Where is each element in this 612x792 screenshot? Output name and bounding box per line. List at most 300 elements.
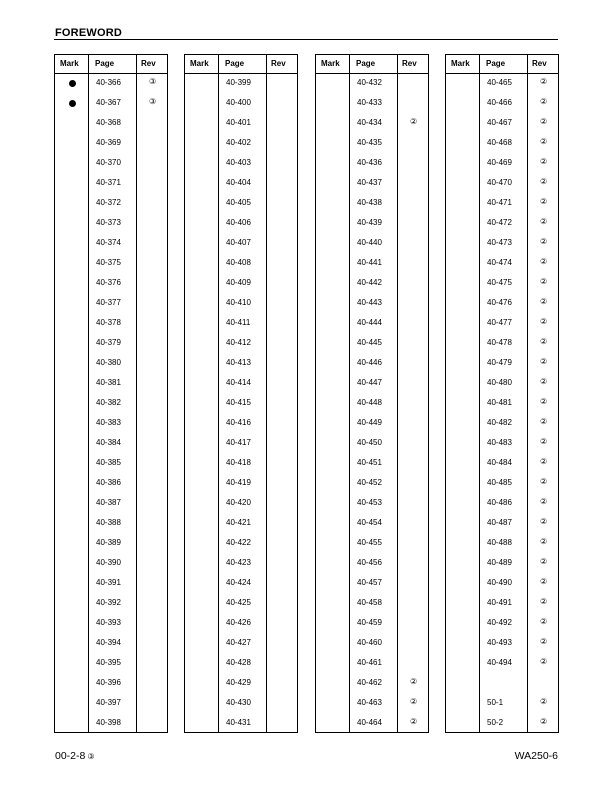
table-row <box>446 693 558 713</box>
table-row <box>185 673 297 693</box>
rev-cell: ② <box>540 157 548 166</box>
table-row <box>446 573 558 593</box>
table-row <box>55 593 167 613</box>
table-row <box>55 273 167 293</box>
table-row <box>185 213 297 233</box>
table-row <box>316 673 428 693</box>
rev-cell: ② <box>540 557 548 566</box>
table-row <box>55 353 167 373</box>
table-row <box>55 313 167 333</box>
page-cell: 40-490 <box>487 578 512 587</box>
page-cell: 40-478 <box>487 338 512 347</box>
page-cell: 40-450 <box>357 438 382 447</box>
page-cell: 40-489 <box>487 558 512 567</box>
table-row <box>55 653 167 673</box>
table-rows <box>316 73 428 733</box>
page-cell: 40-419 <box>226 478 251 487</box>
rev-cell: ② <box>540 257 548 266</box>
page-cell: 40-386 <box>96 478 121 487</box>
table-row <box>55 433 167 453</box>
revision-table-column-1 <box>54 54 168 733</box>
table-row <box>316 613 428 633</box>
table-row <box>316 513 428 533</box>
rev-cell: ② <box>410 117 418 126</box>
table-row <box>446 633 558 653</box>
rev-cell: ② <box>540 117 548 126</box>
table-row <box>55 253 167 273</box>
rev-cell: ② <box>540 397 548 406</box>
table-row <box>185 553 297 573</box>
page-cell: 40-379 <box>96 338 121 347</box>
page-cell: 40-420 <box>226 498 251 507</box>
table-row <box>316 713 428 733</box>
page-cell: 40-434 <box>357 118 382 127</box>
table-row <box>446 653 558 673</box>
page-cell: 40-390 <box>96 558 121 567</box>
table-row <box>316 273 428 293</box>
page-cell: 50-1 <box>487 698 504 707</box>
page-cell: 40-446 <box>357 358 382 367</box>
rev-cell: ② <box>540 457 548 466</box>
page-cell: 40-400 <box>226 98 251 107</box>
footer-model: WA250-6 <box>514 750 558 762</box>
rev-cell: ② <box>540 297 548 306</box>
table-row <box>55 333 167 353</box>
mark-header: Mark <box>451 59 470 68</box>
table-row <box>316 493 428 513</box>
rev-cell: ② <box>540 477 548 486</box>
mark-header: Mark <box>190 59 209 68</box>
page-cell: 40-451 <box>357 458 382 467</box>
rev-cell: ③ <box>149 97 157 106</box>
page-cell: 40-492 <box>487 618 512 627</box>
table-row <box>446 613 558 633</box>
rev-cell: ② <box>540 597 548 606</box>
page-cell: 40-436 <box>357 158 382 167</box>
page-cell: 40-395 <box>96 658 121 667</box>
table-row <box>446 473 558 493</box>
table-rows <box>55 73 167 733</box>
table-row <box>185 353 297 373</box>
table-row <box>55 73 167 93</box>
table-row <box>55 533 167 553</box>
table-row <box>446 313 558 333</box>
table-row <box>316 453 428 473</box>
page-cell: 40-370 <box>96 158 121 167</box>
table-row <box>185 93 297 113</box>
page-cell: 40-387 <box>96 498 121 507</box>
table-row <box>55 133 167 153</box>
page-cell: 40-411 <box>226 318 251 327</box>
rev-cell: ② <box>540 417 548 426</box>
table-row <box>55 713 167 733</box>
page-cell: 40-423 <box>226 558 251 567</box>
table-row <box>316 173 428 193</box>
table-row <box>185 333 297 353</box>
table-row <box>55 573 167 593</box>
page-cell: 40-430 <box>226 698 251 707</box>
table-row <box>446 353 558 373</box>
revision-symbol: ③ <box>87 752 95 761</box>
page-cell: 40-372 <box>96 198 121 207</box>
page-cell: 40-396 <box>96 678 121 687</box>
table-row <box>55 473 167 493</box>
table-row <box>55 613 167 633</box>
rev-cell: ② <box>540 617 548 626</box>
table-row <box>446 253 558 273</box>
mark-header: Mark <box>60 59 79 68</box>
page-cell: 50-2 <box>487 718 504 727</box>
rev-cell: ② <box>540 717 548 726</box>
page-cell: 40-463 <box>357 698 382 707</box>
table-row <box>185 153 297 173</box>
page-cell: 40-456 <box>357 558 382 567</box>
rev-cell: ② <box>540 197 548 206</box>
table-row <box>55 213 167 233</box>
page-cell: 40-443 <box>357 298 382 307</box>
page-cell: 40-427 <box>226 638 251 647</box>
rev-cell: ② <box>410 677 418 686</box>
page-header: Page <box>95 59 115 68</box>
page-cell: 40-433 <box>357 98 382 107</box>
page-cell: 40-487 <box>487 518 512 527</box>
table-row <box>185 653 297 673</box>
table-row <box>316 573 428 593</box>
page-cell: 40-470 <box>487 178 512 187</box>
page-cell: 40-474 <box>487 258 512 267</box>
page-header: Page <box>356 59 376 68</box>
table-row <box>446 333 558 353</box>
table-row <box>316 473 428 493</box>
table-row <box>316 373 428 393</box>
page-cell: 40-369 <box>96 138 121 147</box>
page-cell: 40-468 <box>487 138 512 147</box>
table-row <box>185 433 297 453</box>
page-cell: 40-455 <box>357 538 382 547</box>
table-row <box>446 73 558 93</box>
mark-header: Mark <box>321 59 340 68</box>
table-rows <box>185 73 297 733</box>
table-row <box>55 413 167 433</box>
page-cell: 40-384 <box>96 438 121 447</box>
table-row <box>185 513 297 533</box>
table-row <box>185 253 297 273</box>
table-row <box>316 333 428 353</box>
rev-cell: ② <box>540 317 548 326</box>
table-row <box>185 113 297 133</box>
page-cell: 40-405 <box>226 198 251 207</box>
table-row <box>55 193 167 213</box>
page-cell: 40-414 <box>226 378 251 387</box>
revision-mark-dot <box>69 100 76 107</box>
page-cell: 40-426 <box>226 618 251 627</box>
page-cell: 40-392 <box>96 598 121 607</box>
table-row <box>446 453 558 473</box>
page-number: 00-2-8 <box>55 750 86 762</box>
rev-cell: ② <box>540 377 548 386</box>
page-cell: 40-367 <box>96 98 121 107</box>
rev-cell: ② <box>540 237 548 246</box>
rev-cell: ② <box>540 97 548 106</box>
page-cell: 40-401 <box>226 118 251 127</box>
table-row <box>316 433 428 453</box>
table-row <box>185 273 297 293</box>
page-cell: 40-385 <box>96 458 121 467</box>
page-cell: 40-471 <box>487 198 512 207</box>
table-row <box>55 633 167 653</box>
rev-header: Rev <box>141 59 156 68</box>
table-row <box>446 133 558 153</box>
table-row <box>446 113 558 133</box>
page-cell: 40-494 <box>487 658 512 667</box>
page-cell: 40-394 <box>96 638 121 647</box>
table-row <box>446 413 558 433</box>
table-row <box>446 373 558 393</box>
table-row <box>446 433 558 453</box>
table-row <box>185 573 297 593</box>
table-row <box>185 533 297 553</box>
page-cell: 40-424 <box>226 578 251 587</box>
page-cell: 40-437 <box>357 178 382 187</box>
table-row <box>55 553 167 573</box>
page-cell: 40-476 <box>487 298 512 307</box>
table-row <box>55 453 167 473</box>
table-row <box>316 393 428 413</box>
page-cell: 40-488 <box>487 538 512 547</box>
table-row <box>185 73 297 93</box>
page-cell: 40-409 <box>226 278 251 287</box>
table-row <box>316 113 428 133</box>
page-cell: 40-416 <box>226 418 251 427</box>
table-row <box>316 553 428 573</box>
page-header: Page <box>225 59 245 68</box>
table-row <box>316 533 428 553</box>
table-row <box>316 313 428 333</box>
page-cell: 40-429 <box>226 678 251 687</box>
table-row <box>446 673 558 693</box>
page-title: FOREWORD <box>55 27 122 39</box>
table-row <box>55 113 167 133</box>
page-cell: 40-382 <box>96 398 121 407</box>
table-row <box>316 253 428 273</box>
page-cell: 40-413 <box>226 358 251 367</box>
rev-cell: ② <box>540 657 548 666</box>
page-cell: 40-378 <box>96 318 121 327</box>
table-row <box>185 413 297 433</box>
page-cell: 40-483 <box>487 438 512 447</box>
page-cell: 40-452 <box>357 478 382 487</box>
table-row <box>185 133 297 153</box>
footer-page-number <box>55 750 95 762</box>
table-rows <box>446 73 558 733</box>
table-row <box>446 213 558 233</box>
table-row <box>55 173 167 193</box>
rev-cell: ② <box>540 497 548 506</box>
page-cell: 40-438 <box>357 198 382 207</box>
table-row <box>185 613 297 633</box>
page-cell: 40-381 <box>96 378 121 387</box>
table-row <box>185 453 297 473</box>
table-row <box>55 693 167 713</box>
table-row <box>446 293 558 313</box>
page-cell: 40-366 <box>96 78 121 87</box>
table-row <box>446 93 558 113</box>
page-cell: 40-412 <box>226 338 251 347</box>
page-cell: 40-481 <box>487 398 512 407</box>
page-cell: 40-459 <box>357 618 382 627</box>
table-row <box>316 233 428 253</box>
table-row <box>316 693 428 713</box>
page-cell: 40-461 <box>357 658 382 667</box>
table-row <box>316 93 428 113</box>
table-row <box>185 713 297 733</box>
rev-header: Rev <box>271 59 286 68</box>
page-cell: 40-466 <box>487 98 512 107</box>
table-row <box>316 293 428 313</box>
page-cell: 40-418 <box>226 458 251 467</box>
page-cell: 40-484 <box>487 458 512 467</box>
page-cell: 40-421 <box>226 518 251 527</box>
table-row <box>55 293 167 313</box>
page-cell: 40-482 <box>487 418 512 427</box>
page-cell: 40-428 <box>226 658 251 667</box>
page-cell: 40-442 <box>357 278 382 287</box>
page-cell: 40-440 <box>357 238 382 247</box>
page-cell: 40-389 <box>96 538 121 547</box>
page-cell: 40-447 <box>357 378 382 387</box>
revision-table-column-4 <box>445 54 559 733</box>
table-row <box>316 413 428 433</box>
page-cell: 40-472 <box>487 218 512 227</box>
page-cell: 40-377 <box>96 298 121 307</box>
table-row <box>316 353 428 373</box>
table-row <box>316 633 428 653</box>
table-row <box>185 233 297 253</box>
page-cell: 40-375 <box>96 258 121 267</box>
page-cell: 40-444 <box>357 318 382 327</box>
page-cell: 40-453 <box>357 498 382 507</box>
table-row <box>316 213 428 233</box>
table-row <box>446 193 558 213</box>
page-cell: 40-486 <box>487 498 512 507</box>
header-rule <box>54 39 558 40</box>
revision-mark-dot <box>69 80 76 87</box>
rev-cell: ② <box>540 537 548 546</box>
table-row <box>55 233 167 253</box>
table-row <box>446 593 558 613</box>
table-row <box>446 153 558 173</box>
page-cell: 40-374 <box>96 238 121 247</box>
page-cell: 40-449 <box>357 418 382 427</box>
rev-cell: ② <box>540 217 548 226</box>
page-cell: 40-371 <box>96 178 121 187</box>
table-row <box>185 693 297 713</box>
table-row <box>316 193 428 213</box>
table-row <box>55 493 167 513</box>
table-row <box>446 533 558 553</box>
page-cell: 40-393 <box>96 618 121 627</box>
page-cell: 40-422 <box>226 538 251 547</box>
page-cell: 40-404 <box>226 178 251 187</box>
table-row <box>185 473 297 493</box>
revision-table-column-3 <box>315 54 429 733</box>
page-cell: 40-431 <box>226 718 251 727</box>
page-cell: 40-391 <box>96 578 121 587</box>
rev-cell: ② <box>540 177 548 186</box>
page-cell: 40-432 <box>357 78 382 87</box>
rev-cell: ② <box>540 637 548 646</box>
table-row <box>446 173 558 193</box>
page-cell: 40-388 <box>96 518 121 527</box>
page-cell: 40-410 <box>226 298 251 307</box>
table-row <box>446 553 558 573</box>
rev-cell: ② <box>540 77 548 86</box>
table-row <box>55 673 167 693</box>
table-row <box>55 393 167 413</box>
table-row <box>446 513 558 533</box>
table-row <box>55 513 167 533</box>
page-cell: 40-407 <box>226 238 251 247</box>
page-cell: 40-465 <box>487 78 512 87</box>
table-row <box>185 293 297 313</box>
page-cell: 40-458 <box>357 598 382 607</box>
page-header: Page <box>486 59 506 68</box>
page-cell: 40-402 <box>226 138 251 147</box>
rev-header: Rev <box>532 59 547 68</box>
page-cell: 40-477 <box>487 318 512 327</box>
table-row <box>446 713 558 733</box>
table-row <box>55 93 167 113</box>
page-cell: 40-417 <box>226 438 251 447</box>
page-cell: 40-439 <box>357 218 382 227</box>
table-row <box>185 373 297 393</box>
page-cell: 40-475 <box>487 278 512 287</box>
page-cell: 40-479 <box>487 358 512 367</box>
rev-cell: ② <box>540 357 548 366</box>
page-cell: 40-460 <box>357 638 382 647</box>
rev-cell: ② <box>540 697 548 706</box>
table-row <box>185 633 297 653</box>
page-cell: 40-399 <box>226 78 251 87</box>
page-cell: 40-441 <box>357 258 382 267</box>
table-row <box>316 593 428 613</box>
page-cell: 40-415 <box>226 398 251 407</box>
rev-cell: ② <box>540 277 548 286</box>
page-cell: 40-462 <box>357 678 382 687</box>
rev-cell: ③ <box>149 77 157 86</box>
page-cell: 40-376 <box>96 278 121 287</box>
table-row <box>446 493 558 513</box>
page-cell: 40-435 <box>357 138 382 147</box>
table-row <box>185 493 297 513</box>
revision-table-column-2 <box>184 54 298 733</box>
page-cell: 40-467 <box>487 118 512 127</box>
page-cell: 40-445 <box>357 338 382 347</box>
page-cell: 40-485 <box>487 478 512 487</box>
rev-cell: ② <box>540 517 548 526</box>
page-cell: 40-480 <box>487 378 512 387</box>
page-cell: 40-397 <box>96 698 121 707</box>
table-row <box>446 273 558 293</box>
rev-header: Rev <box>402 59 417 68</box>
table-row <box>55 373 167 393</box>
table-row <box>185 173 297 193</box>
table-row <box>446 393 558 413</box>
page-cell: 40-408 <box>226 258 251 267</box>
page-cell: 40-403 <box>226 158 251 167</box>
table-row <box>55 153 167 173</box>
table-row <box>316 653 428 673</box>
